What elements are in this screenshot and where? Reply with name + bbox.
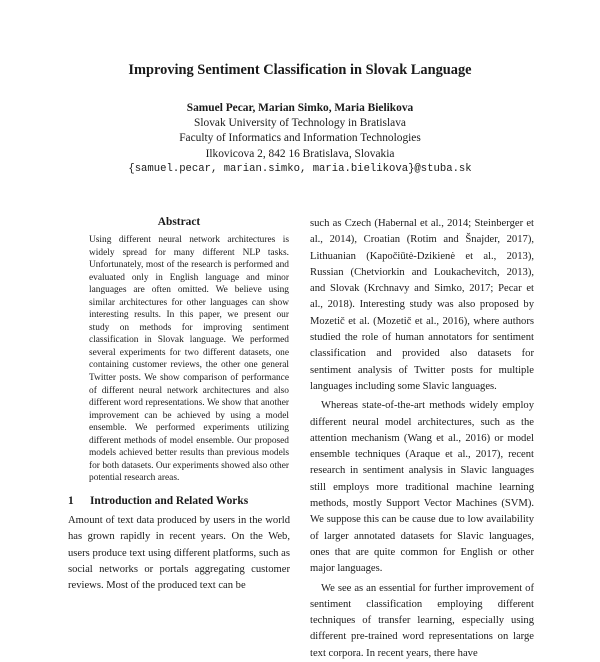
abstract-text: Using different neural network architectures is widely spread for many different NLP tasks. Unfortunately, most of the research is performed and evaluated only in English language and minor languages are often omitted. We believe using similar architectures for other languages can show interesting results. In this paper, we present our study on methods for improving sentiment classification in Slovak language. We performed several experiments for two different datasets, one containing customer reviews, the other one general Twitter posts. We show comparison of performance of different neural network architectures and also different word representations. We show that another improvement can be achieved by using a model ensemble. We performed experiments utilizing different methods of model ensemble. Our proposed models achieved better results than previous models for both datasets. Our experiments showed also other potential research areas. [89, 235, 289, 484]
abstract-heading: Abstract [157, 216, 201, 228]
affiliation-address: Ilkovicova 2, 842 16 Bratislava, Slovakia [205, 147, 395, 160]
intro-paragraph: Amount of text data produced by users in the world has grown rapidly in recent years. On the Web, users produce text using different platforms, such as social networks or portals aggregating customer reviews. Most of the produced text can be [68, 514, 290, 592]
left-column [68, 216, 290, 594]
paper-title: Improving Sentiment Classification in Slovak Language [128, 62, 472, 78]
affiliation-faculty: Faculty of Informatics and Information Technologies [179, 132, 421, 145]
section-number: 1 [68, 494, 74, 507]
related-work-paragraph: such as Czech (Habernal et al., 2014; Steinberger et al., 2014), Croatian (Rotim and Šnajder, 2017), Lithuanian (Kapočiūtė-Dzikienė et al., 2013), Russian (Chetviorkin and Loukachevitch, 2013), and Slovak (Krchnavy and Simko, 2017; Pecar et al., 2018). Interesting study was also proposed by Mozetič et al. (Mozetič et al., 2016), where authors studied the role of human annotators for sentiment classification and provided also datasets for sentiment analysis of Twitter posts for multiple languages including some Slavic languages. [310, 218, 534, 392]
author-emails: {samuel.pecar, marian.simko, maria.bielikova}@stuba.sk [128, 162, 472, 175]
section-title: Introduction and Related Works [90, 494, 249, 507]
transfer-learning-paragraph: We see as an essential for further improvement of sentiment classification employing different techniques of transfer learning, especially using different pre-trained word representations on large text corpora. In recent years, there have [310, 582, 534, 659]
author-block [0, 101, 600, 177]
state-of-the-art-paragraph: Whereas state-of-the-art methods widely employ different neural model architectures, such as the attention mechanism (Wang et al., 2016) or model ensemble techniques (Araque et al., 2017), recent research in sentiment analysis in Slavic languages still employs more traditional machine learning methods, mostly Support Vector Machines (SVM). We suppose this can be cause due to low availability of larger annotated datasets for Slavic languages, ones that are quite common for English or other major languages. [310, 400, 534, 575]
affiliation-university: Slovak University of Technology in Bratislava [194, 117, 406, 130]
right-column [310, 216, 534, 662]
section-heading [68, 495, 290, 507]
author-names: Samuel Pecar, Marian Simko, Maria Bielikova [186, 102, 414, 114]
